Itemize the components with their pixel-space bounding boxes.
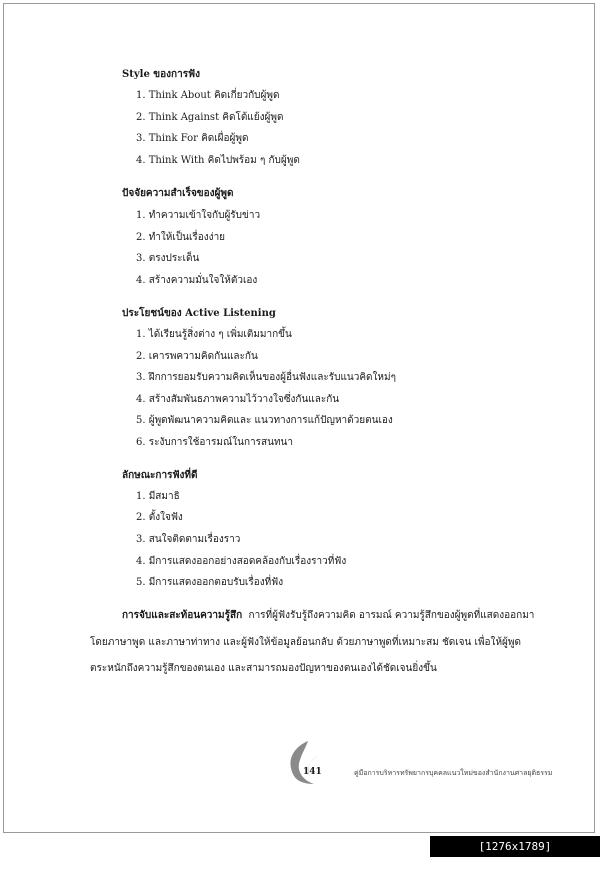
list-item: 3. สนใจติดตามเรื่องราว (136, 534, 241, 545)
list-item: 2. เคารพความคิดกันและกัน (136, 351, 258, 362)
paragraph-line-2: โดยภาษาพูด และภาษาท่าทาง และผู้ฟังให้ข้อมูลย้อนกลับ ด้วยภาษาพูดที่เหมาะสม ชัดเจน เพื่อให้ผู้พูด (90, 637, 521, 648)
list-item: 1. ได้เรียนรู้สิ่งต่าง ๆ เพิ่มเติมมากขึ้น (136, 329, 292, 340)
footer-book-title: คู่มือการบริหารทรัพยากรบุคคลแนวใหม่ของสำนักงานศาลยุติธรรม (354, 769, 553, 777)
list-item: 4. สร้างความมั่นใจให้ตัวเอง (136, 275, 258, 286)
list-item: 2. ทำให้เป็นเรื่องง่าย (136, 232, 226, 243)
page-number: 141 (303, 767, 322, 777)
list-item: 1. มีสมาธิ (136, 491, 180, 502)
section-title-good-listening: ลักษณะการฟังที่ดี (122, 470, 198, 481)
list-item: 1. Think About คิดเกี่ยวกับผู้พูด (136, 90, 280, 101)
list-item: 6. ระงับการใช้อารมณ์ในการสนทนา (136, 437, 294, 448)
paragraph-bold-lead: การจับและสะท้อนความรู้สึก (122, 610, 243, 621)
paragraph-line-1-text: การที่ผู้ฟังรับรู้ถึงความคิด อารมณ์ ความรู้สึกของผู้พูดที่แสดงออกมา (248, 610, 535, 621)
section-title-active-listening-benefits: ประโยชน์ของ Active Listening (122, 308, 276, 319)
image-size-watermark: [1276x1789] https://upic.me/ (430, 836, 600, 857)
list-item: 5. ผู้พูดพัฒนาความคิดและ แนวทางการแก้ปัญหาด้วยตนเอง (136, 415, 393, 426)
paragraph-line-3: ตระหนักถึงความรู้สึกของตนเอง และสามารถมองปัญหาของตนเองได้ชัดเจนยิ่งขึ้น (90, 663, 437, 674)
paragraph-line-1 (122, 608, 534, 623)
list-item: 5. มีการแสดงออกตอบรับเรื่องที่ฟัง (136, 577, 284, 588)
section-title-listening-style: Style ของการฟัง (122, 69, 201, 80)
list-item: 2. Think Against คิดโต้แย้งผู้พูด (136, 112, 284, 123)
list-item: 2. ตั้งใจฟัง (136, 512, 183, 523)
list-item: 3. ตรงประเด็น (136, 253, 200, 264)
swoosh-logo-icon (278, 738, 322, 788)
section-title-speaker-success: ปัจจัยความสำเร็จของผู้พูด (122, 188, 234, 199)
list-item: 4. Think With คิดไปพร้อม ๆ กับผู้พูด (136, 155, 300, 166)
list-item: 3. Think For คิดเผื่อผู้พูด (136, 133, 249, 144)
list-item: 4. มีการแสดงออกอย่างสอดคล้องกับเรื่องราวที่ฟัง (136, 556, 347, 567)
list-item: 1. ทำความเข้าใจกับผู้รับข่าว (136, 210, 261, 221)
list-item: 4. สร้างสัมพันธภาพความไว้วางใจซึ่งกันและกัน (136, 394, 340, 405)
list-item: 3. ฝึกการยอมรับความคิดเห็นของผู้อื่นฟังและรับแนวคิดใหม่ๆ (136, 372, 396, 383)
